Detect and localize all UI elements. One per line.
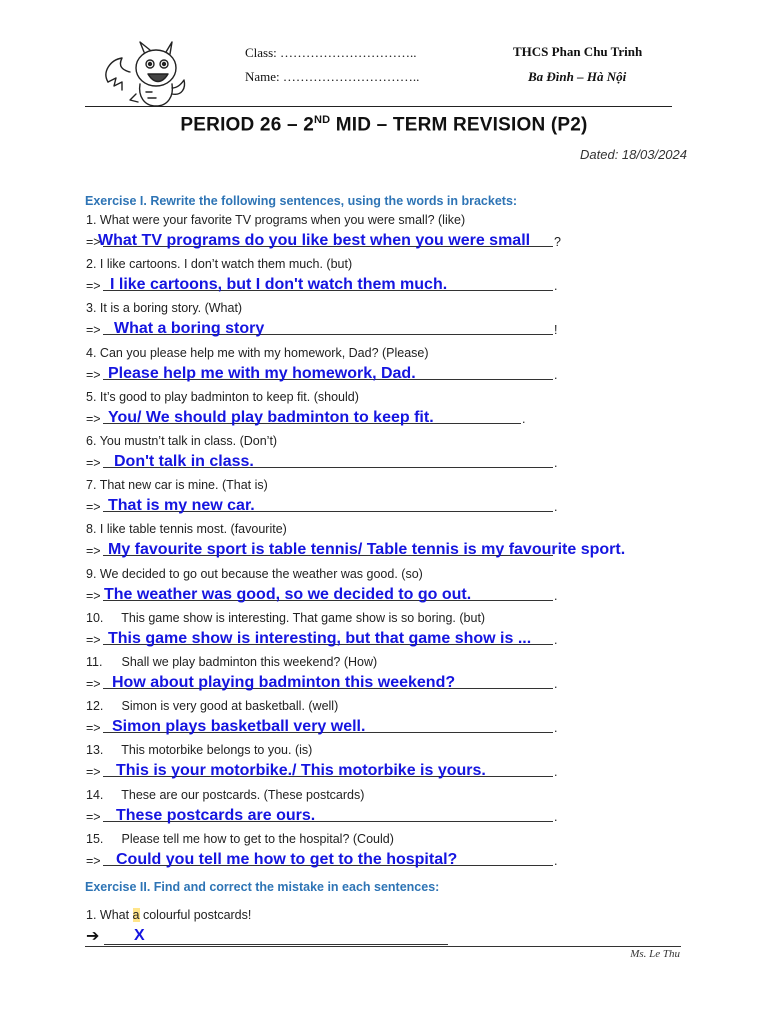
answer-end-punctuation: . [554, 589, 558, 603]
question-text: Shall we play badminton this weekend? (How) [121, 655, 378, 669]
question-text: Simon is very good at basketball. (well) [121, 699, 339, 713]
answer-arrow: => [86, 279, 101, 293]
handwritten-answer-13: This is your motorbike./ This motorbike is yours. [116, 762, 486, 779]
question-text: These are our postcards. (These postcards) [121, 788, 365, 802]
answer-end-punctuation: . [554, 633, 558, 647]
school-name: THCS Phan Chu Trinh [513, 44, 643, 59]
answer-line-1 [86, 230, 686, 250]
question-number: 3. [86, 301, 97, 315]
exercise-1-heading: Exercise I. Rewrite the following sentences, using the words in brackets: [85, 194, 518, 208]
answer-line-12 [86, 716, 686, 736]
answer-arrow: => [86, 677, 101, 691]
question-number: 6. [86, 434, 97, 448]
question-text: I like table tennis most. (favourite) [99, 522, 287, 536]
teacher-name: Ms. Le Thu [630, 948, 680, 960]
answer-line-10 [86, 628, 686, 648]
handwritten-answer-10: This game show is interesting, but that game show is ... [108, 630, 532, 647]
question-number: 4. [86, 346, 97, 360]
question-text: You mustn’t talk in class. (Don’t) [99, 434, 278, 448]
date-label: Dated: 18/03/2024 [580, 147, 687, 162]
question-14 [86, 788, 364, 802]
handwritten-answer-7: That is my new car. [108, 497, 255, 514]
answer-end-punctuation: . [554, 677, 558, 691]
header-divider [85, 106, 672, 107]
answer-end-punctuation: . [554, 368, 558, 382]
title-rest: MID – TERM REVISION (P2) [330, 114, 588, 136]
question-number: 12. [86, 699, 104, 713]
question-text: Please tell me how to get to the hospital? (Could) [121, 832, 394, 846]
answer-line-7 [86, 495, 686, 515]
handwritten-answer-1: What TV programs do you like best when you were small [98, 232, 531, 249]
class-field: Class: ………………………….. [245, 45, 417, 60]
question-text: I like cartoons. I don’t watch them much. (but) [99, 257, 353, 271]
answer-end-punctuation: ? [554, 235, 561, 249]
answer-arrow: => [86, 456, 101, 470]
question-text: It is a boring story. (What) [99, 301, 243, 315]
question-number: 1. [86, 213, 97, 227]
answer-arrow: => [86, 589, 101, 603]
question-9 [86, 567, 423, 581]
answer-line-14 [86, 805, 686, 825]
exercise-2-answer: X [134, 927, 145, 944]
question-11 [86, 655, 377, 669]
question-6 [86, 434, 277, 448]
answer-line-2 [86, 274, 686, 294]
answer-line-11 [86, 672, 686, 692]
handwritten-answer-14: These postcards are ours. [116, 807, 316, 824]
title-main: PERIOD 26 – 2 [180, 114, 314, 136]
answer-end-punctuation: . [522, 412, 526, 426]
handwritten-answer-6: Don't talk in class. [114, 453, 254, 470]
answer-arrow: => [86, 323, 101, 337]
question-13 [86, 743, 312, 757]
name-field: Name: ………………………….. [245, 69, 420, 84]
handwritten-answer-4: Please help me with my homework, Dad. [108, 365, 416, 382]
answer-arrow: => [86, 721, 101, 735]
answer-end-punctuation: . [554, 721, 558, 735]
question-number: 13. [86, 743, 104, 757]
handwritten-answer-3: What a boring story [114, 320, 265, 337]
handwritten-answer-8: My favourite sport is table tennis/ Table tennis is my favourite sport. [108, 541, 626, 558]
question-2 [86, 257, 352, 271]
answer-line-8 [86, 539, 686, 559]
question-5 [86, 390, 359, 404]
question-text: This motorbike belongs to you. (is) [121, 743, 313, 757]
ex2-question-start: 1. What [86, 908, 133, 922]
answer-end-punctuation: . [554, 854, 558, 868]
answer-arrow: => [86, 544, 101, 558]
question-12 [86, 699, 338, 713]
question-number: 7. [86, 478, 97, 492]
highlighted-mistake: a [132, 908, 140, 922]
answer-arrow: => [86, 854, 101, 868]
handwritten-answer-9: The weather was good, so we decided to go out. [104, 586, 472, 603]
answer-arrow: => [86, 412, 101, 426]
handwritten-answer-11: How about playing badminton this weekend? [112, 674, 456, 691]
handwritten-answer-5: You/ We should play badminton to keep fit. [108, 409, 434, 426]
question-text: It’s good to play badminton to keep fit. (should) [99, 390, 359, 404]
answer-arrow: => [86, 235, 101, 249]
arrow-icon: ➔ [86, 928, 100, 945]
answer-end-punctuation: ! [554, 323, 558, 337]
handwritten-answer-15: Could you tell me how to get to the hospital? [116, 851, 458, 868]
question-number: 8. [86, 522, 97, 536]
answer-arrow: => [86, 765, 101, 779]
question-number: 15. [86, 832, 104, 846]
exercise-2-question [86, 908, 251, 922]
question-3 [86, 301, 242, 315]
school-location: Ba Đình – Hà Nội [528, 69, 627, 84]
answer-line-5 [86, 407, 686, 427]
question-15 [86, 832, 394, 846]
question-number: 11. [86, 655, 103, 669]
question-number: 14. [86, 788, 104, 802]
answer-arrow: => [86, 633, 101, 647]
answer-end-punctuation: . [554, 500, 558, 514]
dragon-logo-icon [100, 38, 192, 110]
footer-divider [85, 946, 681, 947]
answer-end-punctuation: . [554, 456, 558, 470]
question-7 [86, 478, 268, 492]
question-text: That new car is mine. (That is) [99, 478, 268, 492]
handwritten-answer-2: I like cartoons, but I don't watch them much. [110, 276, 448, 293]
question-text: Can you please help me with my homework, Dad? (Please) [99, 346, 429, 360]
answer-line-15 [86, 849, 686, 869]
answer-end-punctuation: . [554, 810, 558, 824]
question-10 [86, 611, 485, 625]
answer-end-punctuation: . [554, 765, 558, 779]
question-4 [86, 346, 429, 360]
answer-line-13 [86, 760, 686, 780]
question-8 [86, 522, 287, 536]
question-text: This game show is interesting. That game show is so boring. (but) [121, 611, 486, 625]
answer-line-6 [86, 451, 686, 471]
handwritten-answer-12: Simon plays basketball very well. [112, 718, 366, 735]
answer-arrow: => [86, 500, 101, 514]
answer-line-3 [86, 318, 686, 338]
title-superscript: ND [313, 114, 331, 126]
question-text: We decided to go out because the weather was good. (so) [99, 567, 423, 581]
ex2-question-end: colourful postcards! [139, 908, 252, 922]
question-number: 5. [86, 390, 97, 404]
exercise-2-heading: Exercise II. Find and correct the mistake in each sentences: [85, 880, 440, 894]
answer-arrow: => [86, 368, 101, 382]
question-text: What were your favorite TV programs when you were small? (like) [99, 213, 466, 227]
answer-line-4 [86, 363, 686, 383]
question-1 [86, 213, 465, 227]
question-number: 10. [86, 611, 104, 625]
answer-end-punctuation: . [554, 279, 558, 293]
answer-line-9 [86, 584, 686, 604]
question-number: 2. [86, 257, 97, 271]
page-title [0, 114, 768, 136]
question-number: 9. [86, 567, 97, 581]
answer-arrow: => [86, 810, 101, 824]
exercise-2-answer-line [104, 944, 448, 945]
